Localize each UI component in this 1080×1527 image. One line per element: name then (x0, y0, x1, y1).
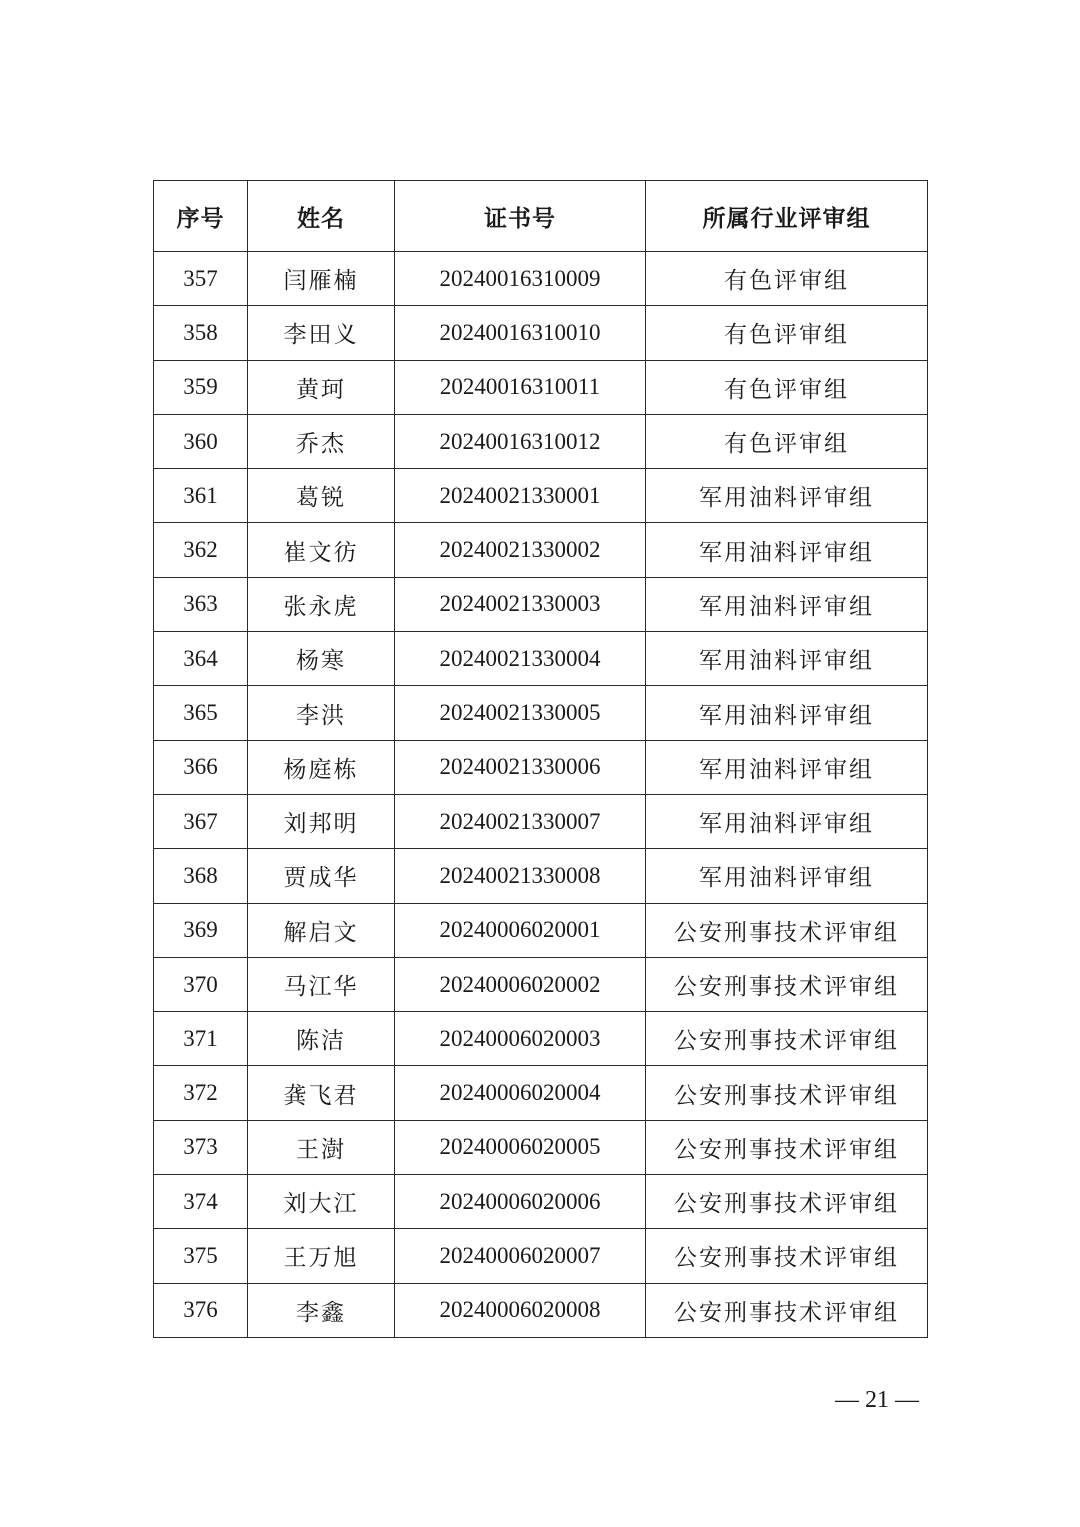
cell-seq: 365 (154, 686, 248, 740)
cell-seq: 373 (154, 1120, 248, 1174)
cell-group: 公安刑事技术评审组 (646, 1120, 928, 1174)
cell-cert: 20240021330008 (395, 849, 646, 903)
cell-cert: 20240021330006 (395, 740, 646, 794)
cell-seq: 375 (154, 1229, 248, 1283)
table-row (154, 903, 928, 957)
table-row (154, 686, 928, 740)
cell-name: 乔杰 (248, 414, 395, 468)
cell-seq: 374 (154, 1175, 248, 1229)
cell-cert: 20240006020004 (395, 1066, 646, 1120)
cell-group: 公安刑事技术评审组 (646, 903, 928, 957)
cell-cert: 20240021330003 (395, 577, 646, 631)
cell-cert: 20240006020003 (395, 1012, 646, 1066)
table-row (154, 1283, 928, 1337)
cell-seq: 357 (154, 252, 248, 306)
table-row (154, 957, 928, 1011)
cell-group: 军用油料评审组 (646, 632, 928, 686)
table-row (154, 1229, 928, 1283)
table-row (154, 577, 928, 631)
header-group: 所属行业评审组 (646, 181, 928, 252)
cell-seq: 359 (154, 360, 248, 414)
table-row (154, 849, 928, 903)
cell-name: 贾成华 (248, 849, 395, 903)
cell-name: 黄珂 (248, 360, 395, 414)
table-row (154, 1175, 928, 1229)
cell-cert: 20240016310011 (395, 360, 646, 414)
cell-seq: 369 (154, 903, 248, 957)
cell-group: 军用油料评审组 (646, 794, 928, 848)
cell-name: 杨寒 (248, 632, 395, 686)
cell-seq: 361 (154, 469, 248, 523)
table-row (154, 306, 928, 360)
cell-cert: 20240006020002 (395, 957, 646, 1011)
cell-seq: 376 (154, 1283, 248, 1337)
cell-name: 李洪 (248, 686, 395, 740)
cell-group: 军用油料评审组 (646, 577, 928, 631)
cell-cert: 20240021330002 (395, 523, 646, 577)
header-seq: 序号 (154, 181, 248, 252)
cell-group: 公安刑事技术评审组 (646, 1012, 928, 1066)
cell-group: 公安刑事技术评审组 (646, 1066, 928, 1120)
table-row (154, 794, 928, 848)
table-body (154, 252, 928, 1338)
cell-seq: 358 (154, 306, 248, 360)
table-row (154, 1012, 928, 1066)
cell-cert: 20240021330005 (395, 686, 646, 740)
cell-seq: 372 (154, 1066, 248, 1120)
header-row (154, 181, 928, 252)
cell-seq: 363 (154, 577, 248, 631)
table-row (154, 360, 928, 414)
cell-cert: 20240006020005 (395, 1120, 646, 1174)
cell-cert: 20240006020008 (395, 1283, 646, 1337)
cell-name: 李鑫 (248, 1283, 395, 1337)
cell-cert: 20240016310009 (395, 252, 646, 306)
cell-name: 陈洁 (248, 1012, 395, 1066)
cell-cert: 20240006020006 (395, 1175, 646, 1229)
cell-group: 有色评审组 (646, 306, 928, 360)
cell-seq: 370 (154, 957, 248, 1011)
cell-cert: 20240021330007 (395, 794, 646, 848)
table-header (154, 181, 928, 252)
cell-group: 军用油料评审组 (646, 523, 928, 577)
cell-cert: 20240006020007 (395, 1229, 646, 1283)
cell-group: 有色评审组 (646, 360, 928, 414)
cell-cert: 20240016310012 (395, 414, 646, 468)
cell-group: 军用油料评审组 (646, 686, 928, 740)
header-name: 姓名 (248, 181, 395, 252)
cell-name: 李田义 (248, 306, 395, 360)
cell-group: 军用油料评审组 (646, 849, 928, 903)
cell-group: 有色评审组 (646, 414, 928, 468)
table-row (154, 740, 928, 794)
cell-name: 崔文彷 (248, 523, 395, 577)
header-cert: 证书号 (395, 181, 646, 252)
page-number: — 21 — (835, 1387, 919, 1413)
table-row (154, 632, 928, 686)
cell-group: 公安刑事技术评审组 (646, 957, 928, 1011)
cell-name: 王万旭 (248, 1229, 395, 1283)
table-row (154, 523, 928, 577)
cell-seq: 371 (154, 1012, 248, 1066)
cell-name: 马江华 (248, 957, 395, 1011)
cell-cert: 20240016310010 (395, 306, 646, 360)
cell-group: 公安刑事技术评审组 (646, 1175, 928, 1229)
cell-seq: 362 (154, 523, 248, 577)
table-row (154, 252, 928, 306)
cell-seq: 360 (154, 414, 248, 468)
cell-name: 葛锐 (248, 469, 395, 523)
cell-name: 张永虎 (248, 577, 395, 631)
cell-seq: 367 (154, 794, 248, 848)
cell-group: 公安刑事技术评审组 (646, 1229, 928, 1283)
cell-name: 龚飞君 (248, 1066, 395, 1120)
cell-name: 杨庭栋 (248, 740, 395, 794)
cell-seq: 366 (154, 740, 248, 794)
table-row (154, 1066, 928, 1120)
table-row (154, 414, 928, 468)
cell-group: 军用油料评审组 (646, 469, 928, 523)
cell-group: 军用油料评审组 (646, 740, 928, 794)
cell-name: 王澍 (248, 1120, 395, 1174)
cell-group: 公安刑事技术评审组 (646, 1283, 928, 1337)
certificate-roster-table (153, 180, 928, 1338)
cell-cert: 20240021330004 (395, 632, 646, 686)
cell-name: 解启文 (248, 903, 395, 957)
cell-cert: 20240006020001 (395, 903, 646, 957)
cell-name: 刘邦明 (248, 794, 395, 848)
cell-cert: 20240021330001 (395, 469, 646, 523)
cell-name: 刘大江 (248, 1175, 395, 1229)
cell-group: 有色评审组 (646, 252, 928, 306)
table-row (154, 1120, 928, 1174)
cell-name: 闫雁楠 (248, 252, 395, 306)
cell-seq: 368 (154, 849, 248, 903)
cell-seq: 364 (154, 632, 248, 686)
table-row (154, 469, 928, 523)
